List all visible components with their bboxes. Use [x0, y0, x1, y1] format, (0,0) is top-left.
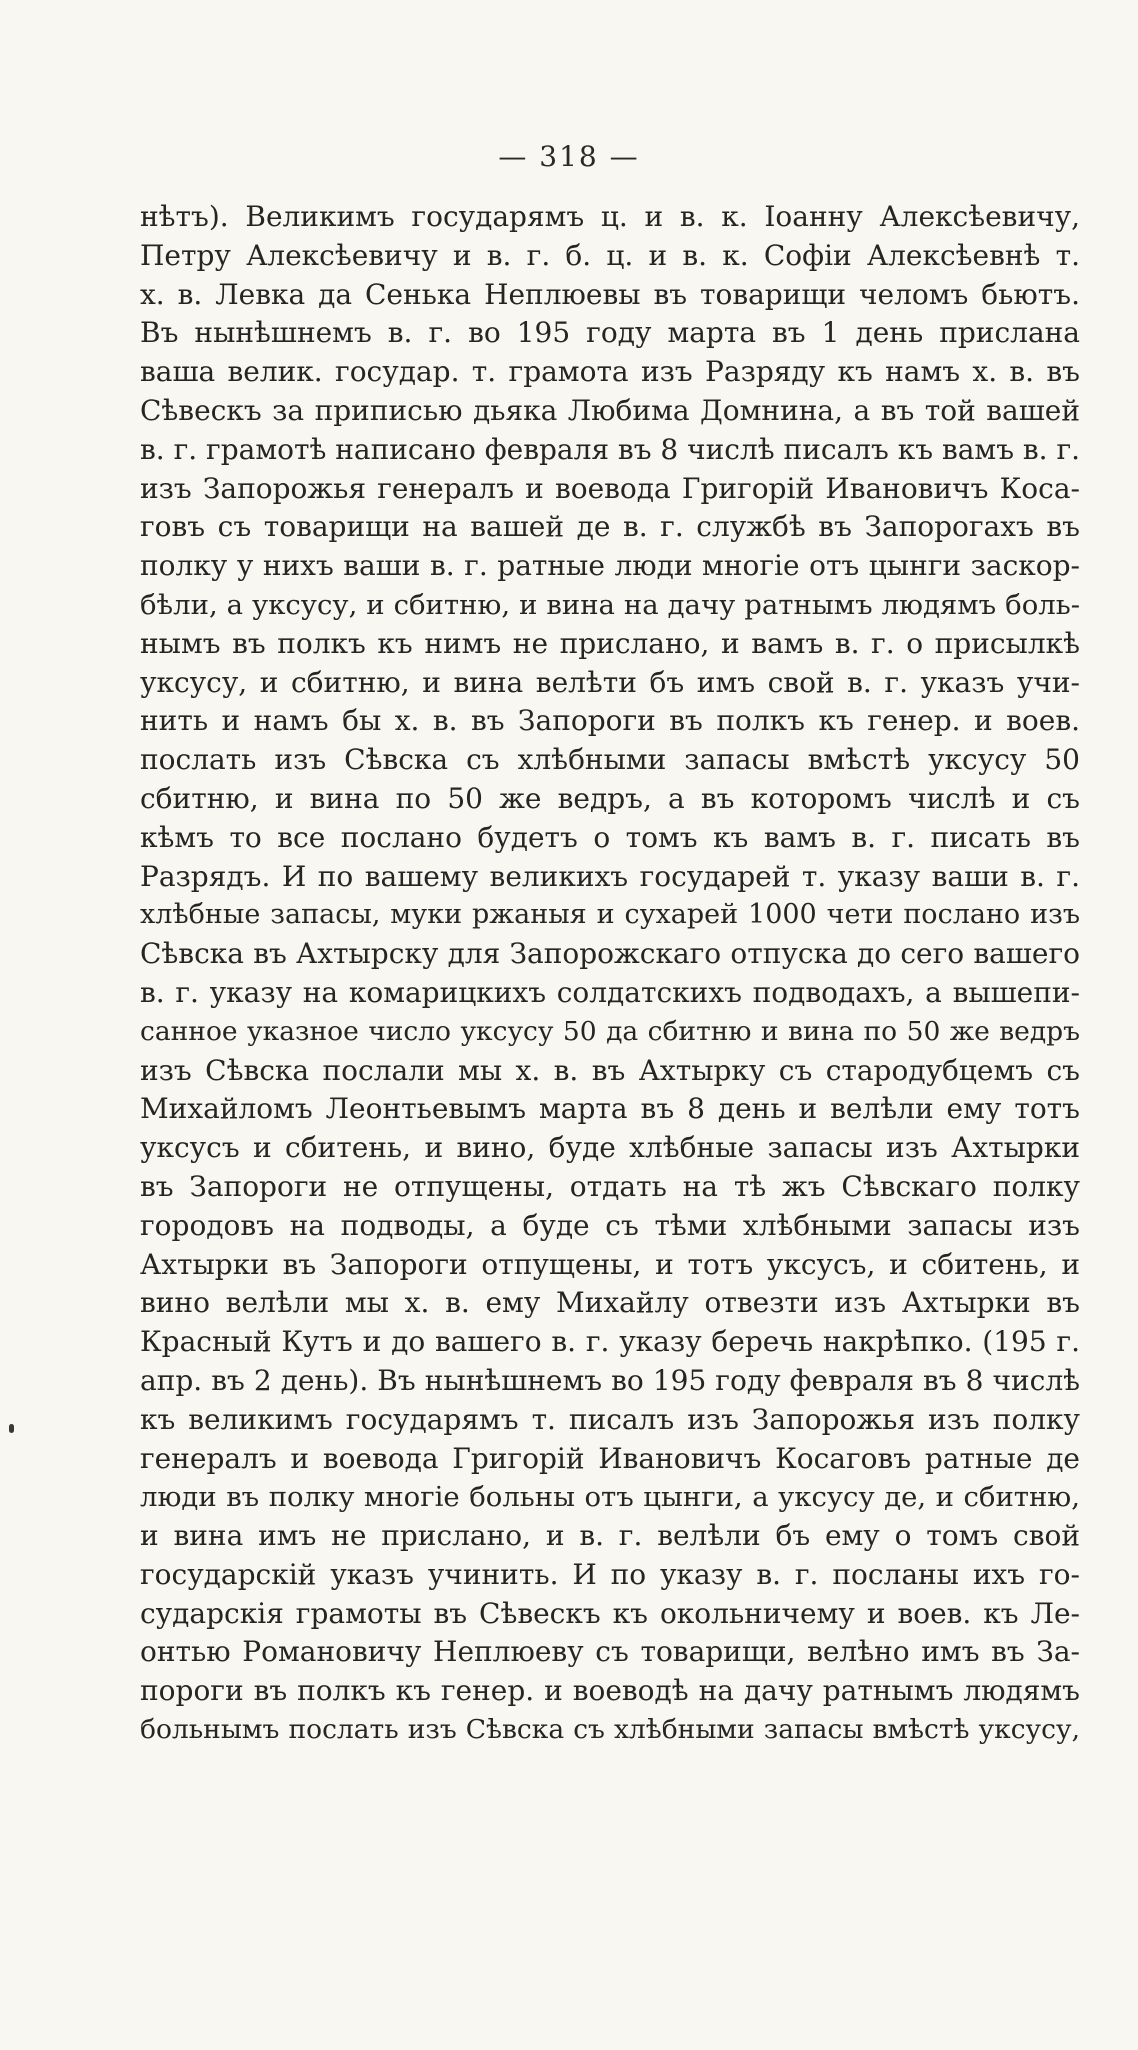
text-line: сударскія грамоты въ Сѣвескъ къ окольничему и воев. къ Ле-	[140, 1596, 1080, 1630]
text-line: ваша велик. государ. т. грамота изъ Разряду къ намъ х. в. въ	[140, 355, 1080, 389]
margin-ink-spot	[9, 1424, 14, 1433]
text-line: и вина имъ не прислано, и в. г. велѣли бъ ему о томъ свой	[140, 1519, 1080, 1553]
text-line: изъ Запорожья генералъ и воевода Григорій Ивановичъ Коса-	[140, 471, 1080, 505]
text-line: въ Запороги не отпущены, отдать на тѣ жъ Сѣвскаго полку	[140, 1169, 1080, 1203]
body-text	[140, 198, 1080, 1750]
text-line: вино велѣли мы х. в. ему Михайлу отвезти изъ Ахтырки въ	[140, 1286, 1080, 1320]
text-line: больнымъ послать изъ Сѣвска съ хлѣбными запасы вмѣстѣ уксусу,	[140, 1714, 1080, 1746]
text-line: Красный Кутъ и до вашего в. г. указу беречь накрѣпко. (195 г.	[140, 1325, 1080, 1359]
text-line: Разрядъ. И по вашему великихъ государей т. указу ваши в. г.	[140, 859, 1080, 893]
text-line: государскій указъ учинить. И по указу в. г. посланы ихъ го-	[140, 1557, 1080, 1591]
text-line: в. г. грамотѣ написано февраля въ 8 числѣ писалъ къ вамъ в. г.	[140, 432, 1080, 466]
text-line: люди въ полку многіе больны отъ цынги, а уксусу де, и сбитню,	[140, 1481, 1080, 1514]
text-line: городовъ на подводы, а буде съ тѣми хлѣбными запасы изъ	[140, 1208, 1080, 1242]
text-line: Въ нынѣшнемъ в. г. во 195 году марта въ 1 день прислана	[140, 316, 1080, 350]
text-line: нымъ въ полкъ къ нимъ не прислано, и вамъ в. г. о присылкѣ	[140, 626, 1080, 660]
text-line: говъ съ товарищи на вашей де в. г. службѣ въ Запорогахъ въ	[140, 510, 1080, 544]
text-line: Сѣвска въ Ахтырску для Запорожскаго отпуска до сего вашего	[140, 937, 1080, 971]
text-line: пороги въ полкъ къ генер. и воеводѣ на дачу ратнымъ людямъ	[140, 1674, 1080, 1708]
text-line: онтью Романовичу Неплюеву съ товарищи, велѣно имъ въ За-	[140, 1635, 1080, 1669]
text-line: нѣтъ). Великимъ государямъ ц. и в. к. Іоанну Алексѣевичу,	[140, 200, 1080, 233]
text-line: сбитню, и вина по 50 же ведръ, а въ которомъ числѣ и съ	[140, 781, 1080, 815]
text-line: апр. въ 2 день). Въ нынѣшнемъ во 195 году февраля въ 8 числѣ	[140, 1363, 1080, 1397]
text-line: уксусъ и сбитень, и вино, буде хлѣбные запасы изъ Ахтырки	[140, 1131, 1080, 1165]
text-line: хлѣбные запасы, муки ржаныя и сухарей 1000 чети послано изъ	[140, 899, 1080, 931]
text-line: къ великимъ государямъ т. писалъ изъ Запорожья изъ полку	[140, 1402, 1080, 1436]
text-line: Михайломъ Леонтьевымъ марта въ 8 день и велѣли ему тотъ	[140, 1092, 1080, 1126]
text-line: Петру Алексѣевичу и в. г. б. ц. и в. к. Софіи Алексѣевнѣ т.	[140, 238, 1080, 272]
text-line: х. в. Левка да Сенька Неплюевы въ товарищи челомъ бьютъ.	[140, 277, 1080, 311]
text-line: генералъ и воевода Григорій Ивановичъ Косаговъ ратные де	[140, 1441, 1080, 1475]
text-line: уксусу, и сбитню, и вина велѣти бъ имъ свой в. г. указъ учи-	[140, 665, 1080, 699]
text-line: изъ Сѣвска послали мы х. в. въ Ахтырку съ стародубцемъ съ	[140, 1053, 1080, 1087]
text-line: бѣли, а уксусу, и сбитню, и вина на дачу ратнымъ людямъ боль-	[140, 588, 1080, 621]
text-line: послать изъ Сѣвска съ хлѣбными запасы вмѣстѣ уксусу 50	[140, 743, 1080, 777]
text-line: кѣмъ то все послано будетъ о томъ къ вамъ в. г. писать въ	[140, 820, 1080, 854]
text-line: санное указное число уксусу 50 да сбитню и вина по 50 же ведръ	[140, 1015, 1080, 1047]
text-line: полку у нихъ ваши в. г. ратные люди многіе отъ цынги заскор-	[140, 549, 1080, 583]
text-line: нить и намъ бы х. в. въ Запороги въ полкъ къ генер. и воев.	[140, 704, 1080, 738]
text-line: Сѣвескъ за приписью дьяка Любима Домнина, а въ той вашей	[140, 393, 1080, 427]
page-number: — 318 —	[498, 140, 640, 173]
text-line: в. г. указу на комарицкихъ солдатскихъ подводахъ, а вышепи-	[140, 975, 1080, 1009]
text-line: Ахтырки въ Запороги отпущены, и тотъ уксусъ, и сбитень, и	[140, 1247, 1080, 1281]
